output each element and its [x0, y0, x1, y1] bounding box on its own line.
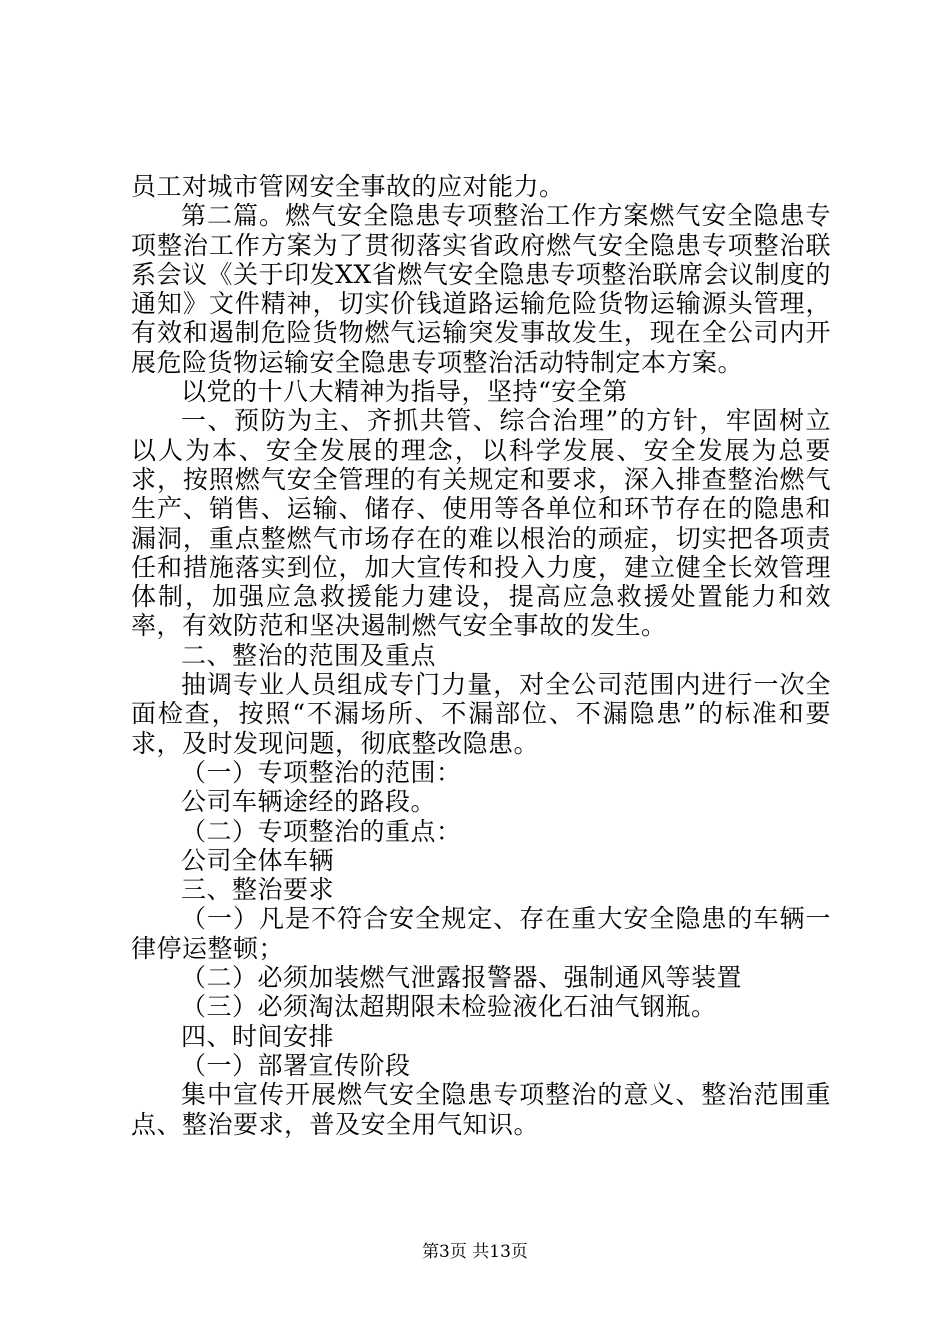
paragraph-focus: 公司全体车辆: [181, 845, 335, 875]
subheading-focus: （二）专项整治的重点：: [181, 816, 462, 846]
paragraph-deployment: 集中宣传开展燃气安全隐患专项整治的意义、整治范围重点、整治要求，普及安全用气知识。: [131, 1080, 831, 1139]
subheading-deployment-stage: （一）部署宣传阶段: [181, 1050, 411, 1080]
document-body: [131, 172, 831, 1139]
heading-scope-and-focus: 二、整治的范围及重点: [181, 640, 437, 670]
requirement-item-2: （二）必须加装燃气泄露报警器、强制通风等装置: [181, 963, 743, 993]
page-number-footer: 第3页 共13页: [422, 1242, 528, 1262]
paragraph-continuation: 员工对城市管网安全事故的应对能力。: [131, 172, 565, 201]
requirement-item-3: （三）必须淘汰超期限未检验液化石油气钢瓶。: [181, 992, 717, 1022]
paragraph-inspection: 抽调专业人员组成专门力量，对全公司范围内进行一次全面检查，按照“不漏场所、不漏部位、不漏隐患”的标准和要求，及时发现问题，彻底整改隐患。: [131, 670, 831, 758]
paragraph-guiding-principle: 以党的十八大精神为指导，坚持“安全第: [181, 377, 628, 407]
heading-requirements: 三、整治要求: [181, 875, 335, 905]
requirement-item-1: （一）凡是不符合安全规定、存在重大安全隐患的车辆一律停运整顿；: [131, 904, 831, 963]
paragraph-principle-detail: 一、预防为主、齐抓共管、综合治理”的方针，牢固树立以人为本、安全发展的理念，以科学发展、安全发展为总要求，按照燃气安全管理的有关规定和要求，深入排查整治燃气生产、销售、运输、储存、使用等各单位和环节存在的隐患和漏洞，重点整燃气市场存在的难以根治的顽症，切实把各项责任和措施落实到位，加大宣传和投入力度，建立健全长效管理体制，加强应急救援能力建设，提高应急救援处置能力和效率，有效防范和坚决遏制燃气安全事故的发生。: [131, 406, 831, 641]
heading-schedule: 四、时间安排: [181, 1021, 335, 1051]
paragraph-scope: 公司车辆途经的路段。: [181, 787, 437, 817]
subheading-scope: （一）专项整治的范围：: [181, 757, 462, 787]
paragraph-section-title-intro: 第二篇。燃气安全隐患专项整治工作方案燃气安全隐患专项整治工作方案为了贯彻落实省政府燃气安全隐患专项整治联系会议《关于印发XX省燃气安全隐患专项整治联席会议制度的通知》文件精神，切实价钱道路运输危险货物运输源头管理，有效和遏制危险货物燃气运输突发事故发生，现在全公司内开展危险货物运输安全隐患专项整治活动特制定本方案。: [131, 201, 831, 377]
